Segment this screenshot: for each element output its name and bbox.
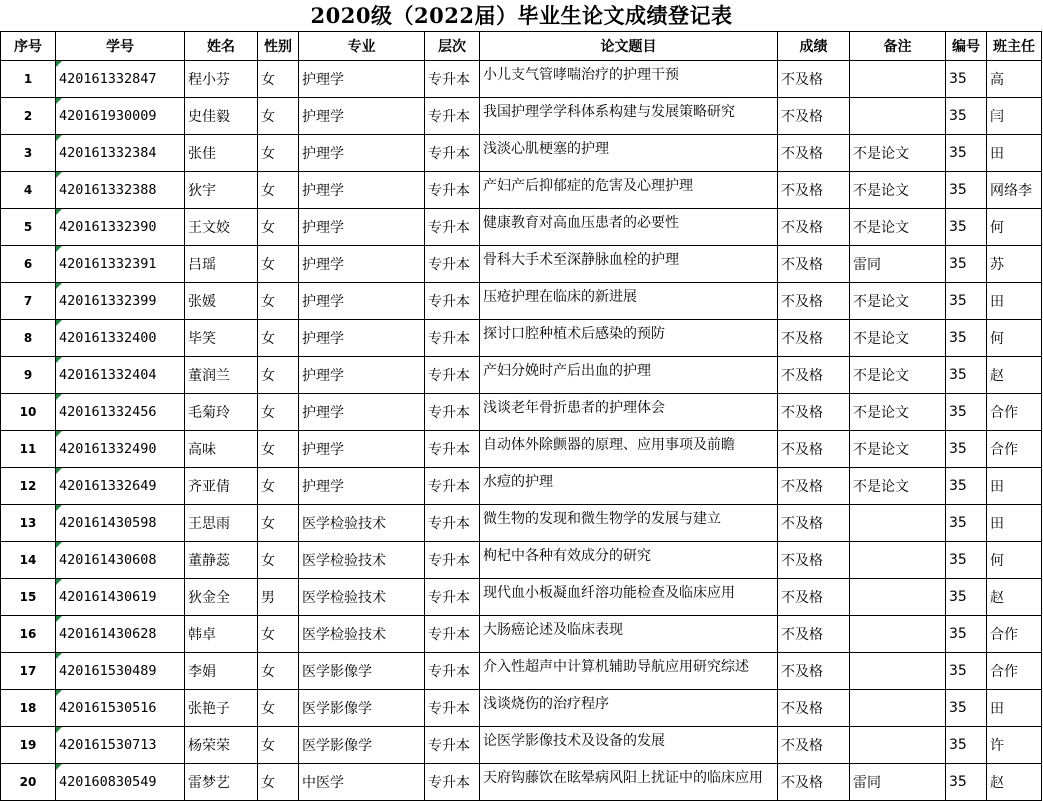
cell-seq[interactable]: 9 [1, 357, 56, 394]
cell-seq[interactable]: 12 [1, 468, 56, 505]
cell-gender[interactable]: 女 [258, 431, 299, 468]
table-row [1, 320, 1042, 357]
cell-seq[interactable]: 2 [1, 98, 56, 135]
cell-grade[interactable]: 不及格 [778, 653, 850, 690]
cell-major[interactable]: 护理学 [299, 468, 425, 505]
student-id-text: 420161332490 [59, 441, 157, 457]
cell-note-indicator-icon [56, 135, 62, 141]
table-row [1, 542, 1042, 579]
cell-name[interactable]: 李娟 [185, 653, 258, 690]
table-row [1, 764, 1042, 801]
cell-thesis-title[interactable]: 水痘的护理 [480, 468, 778, 505]
cell-thesis-title[interactable]: 微生物的发现和微生物学的发展与建立 [480, 505, 778, 542]
header-remark[interactable]: 备注 [850, 32, 946, 61]
cell-grade[interactable]: 不及格 [778, 283, 850, 320]
cell-grade[interactable]: 不及格 [778, 320, 850, 357]
cell-remark[interactable] [850, 727, 946, 764]
cell-advisor[interactable]: 田 [987, 690, 1042, 727]
cell-student-id[interactable] [56, 357, 185, 394]
header-seq[interactable]: 序号 [1, 32, 56, 61]
cell-note-indicator-icon [56, 394, 62, 400]
cell-code[interactable]: 35 [946, 653, 987, 690]
cell-thesis-title[interactable]: 枸杞中各种有效成分的研究 [480, 542, 778, 579]
cell-thesis-title[interactable]: 天府钩藤饮在眩晕病风阳上扰证中的临床应用 [480, 764, 778, 801]
cell-remark[interactable] [850, 505, 946, 542]
cell-code[interactable]: 35 [946, 394, 987, 431]
cell-major[interactable]: 医学影像学 [299, 727, 425, 764]
table-row [1, 727, 1042, 764]
cell-level[interactable]: 专升本 [425, 209, 480, 246]
cell-remark[interactable]: 雷同 [850, 246, 946, 283]
cell-grade[interactable]: 不及格 [778, 727, 850, 764]
cell-major[interactable]: 护理学 [299, 135, 425, 172]
cell-advisor[interactable]: 田 [987, 283, 1042, 320]
cell-remark[interactable] [850, 61, 946, 98]
cell-advisor[interactable]: 赵 [987, 579, 1042, 616]
cell-level[interactable]: 专升本 [425, 283, 480, 320]
cell-remark[interactable]: 不是论文 [850, 320, 946, 357]
cell-level[interactable]: 专升本 [425, 357, 480, 394]
cell-grade[interactable]: 不及格 [778, 135, 850, 172]
cell-student-id[interactable] [56, 727, 185, 764]
cell-code[interactable]: 35 [946, 283, 987, 320]
header-thesis-title[interactable]: 论文题目 [480, 32, 778, 61]
cell-major[interactable]: 医学影像学 [299, 653, 425, 690]
cell-advisor[interactable]: 田 [987, 505, 1042, 542]
cell-level[interactable]: 专升本 [425, 764, 480, 801]
cell-grade[interactable]: 不及格 [778, 394, 850, 431]
cell-grade[interactable]: 不及格 [778, 209, 850, 246]
cell-advisor[interactable]: 苏 [987, 246, 1042, 283]
header-row [1, 32, 1042, 61]
table-row [1, 246, 1042, 283]
cell-seq[interactable]: 10 [1, 394, 56, 431]
cell-student-id[interactable] [56, 209, 185, 246]
cell-thesis-title[interactable]: 大肠癌论述及临床表现 [480, 616, 778, 653]
cell-level[interactable]: 专升本 [425, 690, 480, 727]
table-row [1, 135, 1042, 172]
cell-level[interactable]: 专升本 [425, 394, 480, 431]
cell-note-indicator-icon [56, 283, 62, 289]
cell-note-indicator-icon [56, 357, 62, 363]
cell-gender[interactable]: 女 [258, 172, 299, 209]
cell-remark[interactable] [850, 542, 946, 579]
cell-gender[interactable]: 女 [258, 468, 299, 505]
cell-advisor[interactable]: 何 [987, 320, 1042, 357]
cell-grade[interactable]: 不及格 [778, 690, 850, 727]
cell-thesis-title[interactable]: 我国护理学学科体系构建与发展策略研究 [480, 98, 778, 135]
cell-remark[interactable]: 不是论文 [850, 283, 946, 320]
student-id-text: 420161430598 [59, 515, 157, 531]
cell-code[interactable]: 35 [946, 505, 987, 542]
cell-thesis-title[interactable]: 健康教育对高血压患者的必要性 [480, 209, 778, 246]
cell-gender[interactable]: 女 [258, 727, 299, 764]
sheet-title: 2020级（2022届）毕业生论文成绩登记表 [310, 3, 733, 28]
cell-gender[interactable]: 女 [258, 764, 299, 801]
cell-remark[interactable]: 不是论文 [850, 394, 946, 431]
cell-thesis-title[interactable]: 论医学影像技术及设备的发展 [480, 727, 778, 764]
cell-gender[interactable]: 女 [258, 135, 299, 172]
cell-major[interactable]: 护理学 [299, 431, 425, 468]
student-id-text: 420161332384 [59, 145, 157, 161]
student-id-text: 420160830549 [59, 774, 157, 790]
cell-level[interactable]: 专升本 [425, 98, 480, 135]
cell-advisor[interactable]: 合作 [987, 394, 1042, 431]
cell-student-id[interactable] [56, 653, 185, 690]
cell-major[interactable]: 医学检验技术 [299, 542, 425, 579]
cell-student-id[interactable] [56, 172, 185, 209]
table-row [1, 690, 1042, 727]
cell-gender[interactable]: 女 [258, 283, 299, 320]
cell-major[interactable]: 护理学 [299, 283, 425, 320]
cell-grade[interactable]: 不及格 [778, 61, 850, 98]
table-row [1, 505, 1042, 542]
cell-major[interactable]: 护理学 [299, 246, 425, 283]
header-code[interactable]: 编号 [946, 32, 987, 61]
header-grade[interactable]: 成绩 [778, 32, 850, 61]
cell-student-id[interactable] [56, 468, 185, 505]
cell-name[interactable]: 高味 [185, 431, 258, 468]
cell-gender[interactable]: 女 [258, 690, 299, 727]
cell-note-indicator-icon [56, 468, 62, 474]
cell-grade[interactable]: 不及格 [778, 505, 850, 542]
cell-name[interactable]: 史佳毅 [185, 98, 258, 135]
cell-major[interactable]: 护理学 [299, 172, 425, 209]
cell-major[interactable]: 护理学 [299, 394, 425, 431]
cell-major[interactable]: 护理学 [299, 61, 425, 98]
table-row [1, 468, 1042, 505]
cell-student-id[interactable] [56, 764, 185, 801]
cell-level[interactable]: 专升本 [425, 172, 480, 209]
cell-level[interactable]: 专升本 [425, 135, 480, 172]
cell-note-indicator-icon [56, 209, 62, 215]
cell-student-id[interactable] [56, 320, 185, 357]
header-name[interactable]: 姓名 [185, 32, 258, 61]
cell-code[interactable]: 35 [946, 135, 987, 172]
cell-note-indicator-icon [56, 727, 62, 733]
cell-code[interactable]: 35 [946, 764, 987, 801]
cell-advisor[interactable]: 赵 [987, 764, 1042, 801]
cell-name[interactable]: 张佳 [185, 135, 258, 172]
cell-advisor[interactable]: 赵 [987, 357, 1042, 394]
cell-gender[interactable]: 女 [258, 357, 299, 394]
cell-student-id[interactable] [56, 135, 185, 172]
cell-major[interactable]: 护理学 [299, 357, 425, 394]
cell-code[interactable]: 35 [946, 431, 987, 468]
header-level[interactable]: 层次 [425, 32, 480, 61]
cell-thesis-title[interactable]: 现代血小板凝血纤溶功能检查及临床应用 [480, 579, 778, 616]
cell-remark[interactable] [850, 616, 946, 653]
cell-code[interactable]: 35 [946, 98, 987, 135]
cell-seq[interactable]: 18 [1, 690, 56, 727]
cell-grade[interactable]: 不及格 [778, 431, 850, 468]
cell-thesis-title[interactable]: 介入性超声中计算机辅助导航应用研究综述 [480, 653, 778, 690]
table-row [1, 61, 1042, 98]
cell-seq[interactable]: 13 [1, 505, 56, 542]
cell-student-id[interactable] [56, 542, 185, 579]
cell-code[interactable]: 35 [946, 357, 987, 394]
cell-note-indicator-icon [56, 542, 62, 548]
cell-gender[interactable]: 女 [258, 61, 299, 98]
cell-advisor[interactable]: 许 [987, 727, 1042, 764]
table-row [1, 579, 1042, 616]
cell-major[interactable]: 医学检验技术 [299, 616, 425, 653]
cell-gender[interactable]: 女 [258, 246, 299, 283]
cell-note-indicator-icon [56, 579, 62, 585]
student-id-text: 420161430619 [59, 589, 157, 605]
cell-advisor[interactable]: 高 [987, 61, 1042, 98]
cell-code[interactable]: 35 [946, 468, 987, 505]
cell-level[interactable]: 专升本 [425, 653, 480, 690]
cell-note-indicator-icon [56, 61, 62, 67]
cell-advisor[interactable]: 合作 [987, 653, 1042, 690]
cell-major[interactable]: 护理学 [299, 209, 425, 246]
cell-thesis-title[interactable]: 浅谈烧伤的治疗程序 [480, 690, 778, 727]
table-row [1, 98, 1042, 135]
cell-name[interactable]: 董润兰 [185, 357, 258, 394]
header-advisor[interactable]: 班主任 [987, 32, 1042, 61]
student-id-text: 420161332404 [59, 367, 157, 383]
cell-grade[interactable]: 不及格 [778, 357, 850, 394]
cell-seq[interactable]: 14 [1, 542, 56, 579]
cell-advisor[interactable]: 合作 [987, 431, 1042, 468]
cell-name[interactable]: 王思雨 [185, 505, 258, 542]
cell-note-indicator-icon [56, 172, 62, 178]
cell-major[interactable]: 医学影像学 [299, 690, 425, 727]
cell-name[interactable]: 王文姣 [185, 209, 258, 246]
student-id-text: 420161332388 [59, 182, 157, 198]
student-id-text: 420161930009 [59, 108, 157, 124]
cell-seq[interactable]: 11 [1, 431, 56, 468]
cell-remark[interactable]: 不是论文 [850, 357, 946, 394]
cell-note-indicator-icon [56, 505, 62, 511]
cell-code[interactable]: 35 [946, 320, 987, 357]
cell-name[interactable]: 狄金全 [185, 579, 258, 616]
cell-seq[interactable]: 6 [1, 246, 56, 283]
cell-remark[interactable] [850, 579, 946, 616]
cell-gender[interactable]: 女 [258, 394, 299, 431]
table-row [1, 172, 1042, 209]
cell-gender[interactable]: 女 [258, 616, 299, 653]
cell-grade[interactable]: 不及格 [778, 246, 850, 283]
cell-major[interactable]: 医学检验技术 [299, 505, 425, 542]
cell-grade[interactable]: 不及格 [778, 764, 850, 801]
student-id-text: 420161332400 [59, 330, 157, 346]
student-id-text: 420161530516 [59, 700, 157, 716]
cell-note-indicator-icon [56, 431, 62, 437]
cell-major[interactable]: 护理学 [299, 98, 425, 135]
student-id-text: 420161332399 [59, 293, 157, 309]
cell-remark[interactable]: 不是论文 [850, 468, 946, 505]
cell-grade[interactable]: 不及格 [778, 98, 850, 135]
cell-thesis-title[interactable]: 探讨口腔种植术后感染的预防 [480, 320, 778, 357]
cell-code[interactable]: 35 [946, 542, 987, 579]
student-id-text: 420161530489 [59, 663, 157, 679]
cell-name[interactable]: 张媛 [185, 283, 258, 320]
cell-advisor[interactable]: 合作 [987, 616, 1042, 653]
cell-level[interactable]: 专升本 [425, 431, 480, 468]
cell-note-indicator-icon [56, 98, 62, 104]
cell-gender[interactable]: 男 [258, 579, 299, 616]
table-row [1, 209, 1042, 246]
cell-seq[interactable]: 1 [1, 61, 56, 98]
cell-student-id[interactable] [56, 283, 185, 320]
cell-thesis-title[interactable]: 压疮护理在临床的新进展 [480, 283, 778, 320]
cell-student-id[interactable] [56, 431, 185, 468]
student-id-text: 420161430608 [59, 552, 157, 568]
cell-name[interactable]: 董静蕊 [185, 542, 258, 579]
student-id-text: 420161332390 [59, 219, 157, 235]
cell-thesis-title[interactable]: 骨科大手术至深静脉血栓的护理 [480, 246, 778, 283]
cell-remark[interactable]: 不是论文 [850, 172, 946, 209]
cell-seq[interactable]: 3 [1, 135, 56, 172]
cell-grade[interactable]: 不及格 [778, 616, 850, 653]
cell-grade[interactable]: 不及格 [778, 172, 850, 209]
cell-code[interactable]: 35 [946, 246, 987, 283]
cell-name[interactable]: 雷梦艺 [185, 764, 258, 801]
student-id-text: 420161332456 [59, 404, 157, 420]
cell-gender[interactable]: 女 [258, 209, 299, 246]
cell-name[interactable]: 程小芬 [185, 61, 258, 98]
cell-level[interactable]: 专升本 [425, 61, 480, 98]
cell-student-id[interactable] [56, 505, 185, 542]
student-id-text: 420161430628 [59, 626, 157, 642]
cell-note-indicator-icon [56, 616, 62, 622]
cell-thesis-title[interactable]: 小儿支气管哮喘治疗的护理干预 [480, 61, 778, 98]
student-id-text: 420161530713 [59, 737, 157, 753]
cell-name[interactable]: 张艳子 [185, 690, 258, 727]
cell-level[interactable]: 专升本 [425, 320, 480, 357]
cell-thesis-title[interactable]: 浅谈老年骨折患者的护理体会 [480, 394, 778, 431]
cell-student-id[interactable] [56, 690, 185, 727]
cell-major[interactable]: 中医学 [299, 764, 425, 801]
cell-note-indicator-icon [56, 690, 62, 696]
cell-seq[interactable]: 8 [1, 320, 56, 357]
cell-advisor[interactable]: 田 [987, 468, 1042, 505]
table-row [1, 357, 1042, 394]
cell-student-id[interactable] [56, 98, 185, 135]
cell-code[interactable]: 35 [946, 61, 987, 98]
cell-gender[interactable]: 女 [258, 98, 299, 135]
table-row [1, 283, 1042, 320]
cell-grade[interactable]: 不及格 [778, 468, 850, 505]
cell-student-id[interactable] [56, 616, 185, 653]
cell-level[interactable]: 专升本 [425, 505, 480, 542]
cell-code[interactable]: 35 [946, 727, 987, 764]
header-gender[interactable]: 性别 [258, 32, 299, 61]
cell-seq[interactable]: 17 [1, 653, 56, 690]
cell-remark[interactable]: 不是论文 [850, 209, 946, 246]
cell-major[interactable]: 护理学 [299, 320, 425, 357]
table-row [1, 616, 1042, 653]
cell-seq[interactable]: 16 [1, 616, 56, 653]
cell-student-id[interactable] [56, 579, 185, 616]
header-student-id[interactable]: 学号 [56, 32, 185, 61]
cell-name[interactable]: 毛菊玲 [185, 394, 258, 431]
cell-code[interactable]: 35 [946, 690, 987, 727]
cell-remark[interactable]: 不是论文 [850, 431, 946, 468]
cell-name[interactable]: 狄宇 [185, 172, 258, 209]
cell-advisor[interactable]: 何 [987, 209, 1042, 246]
cell-advisor[interactable]: 田 [987, 135, 1042, 172]
cell-thesis-title[interactable]: 自动体外除颤器的原理、应用事项及前瞻 [480, 431, 778, 468]
cell-code[interactable]: 35 [946, 172, 987, 209]
cell-gender[interactable]: 女 [258, 653, 299, 690]
cell-grade[interactable]: 不及格 [778, 542, 850, 579]
cell-name[interactable]: 韩卓 [185, 616, 258, 653]
cell-advisor[interactable]: 何 [987, 542, 1042, 579]
cell-name[interactable]: 吕瑶 [185, 246, 258, 283]
cell-advisor[interactable]: 闫 [987, 98, 1042, 135]
cell-code[interactable]: 35 [946, 579, 987, 616]
cell-gender[interactable]: 女 [258, 542, 299, 579]
table-row [1, 394, 1042, 431]
cell-level[interactable]: 专升本 [425, 727, 480, 764]
cell-thesis-title[interactable]: 产妇产后抑郁症的危害及心理护理 [480, 172, 778, 209]
cell-name[interactable]: 齐亚倩 [185, 468, 258, 505]
cell-seq[interactable]: 5 [1, 209, 56, 246]
cell-advisor[interactable]: 网络李 [987, 172, 1042, 209]
student-id-text: 420161332847 [59, 71, 157, 87]
cell-code[interactable]: 35 [946, 209, 987, 246]
student-id-text: 420161332649 [59, 478, 157, 494]
cell-grade[interactable]: 不及格 [778, 579, 850, 616]
cell-student-id[interactable] [56, 246, 185, 283]
table-body [1, 61, 1042, 801]
cell-note-indicator-icon [56, 320, 62, 326]
cell-remark[interactable]: 雷同 [850, 764, 946, 801]
cell-seq[interactable]: 15 [1, 579, 56, 616]
cell-note-indicator-icon [56, 653, 62, 659]
cell-thesis-title[interactable]: 产妇分娩时产后出血的护理 [480, 357, 778, 394]
cell-note-indicator-icon [56, 246, 62, 252]
cell-remark[interactable] [850, 690, 946, 727]
cell-student-id[interactable] [56, 61, 185, 98]
header-major[interactable]: 专业 [299, 32, 425, 61]
cell-gender[interactable]: 女 [258, 320, 299, 357]
cell-gender[interactable]: 女 [258, 505, 299, 542]
cell-level[interactable]: 专升本 [425, 542, 480, 579]
cell-level[interactable]: 专升本 [425, 579, 480, 616]
grade-table [0, 31, 1042, 801]
table-row [1, 653, 1042, 690]
cell-level[interactable]: 专升本 [425, 616, 480, 653]
cell-student-id[interactable] [56, 394, 185, 431]
cell-thesis-title[interactable]: 浅淡心肌梗塞的护理 [480, 135, 778, 172]
cell-seq[interactable]: 19 [1, 727, 56, 764]
cell-remark[interactable] [850, 653, 946, 690]
cell-remark[interactable]: 不是论文 [850, 135, 946, 172]
cell-major[interactable]: 医学检验技术 [299, 579, 425, 616]
cell-level[interactable]: 专升本 [425, 468, 480, 505]
table-row [1, 431, 1042, 468]
cell-seq[interactable]: 7 [1, 283, 56, 320]
cell-level[interactable]: 专升本 [425, 246, 480, 283]
cell-note-indicator-icon [56, 764, 62, 770]
cell-seq[interactable]: 20 [1, 764, 56, 801]
cell-name[interactable]: 毕笑 [185, 320, 258, 357]
cell-remark[interactable] [850, 98, 946, 135]
cell-code[interactable]: 35 [946, 616, 987, 653]
student-id-text: 420161332391 [59, 256, 157, 272]
cell-seq[interactable]: 4 [1, 172, 56, 209]
cell-name[interactable]: 杨荣荣 [185, 727, 258, 764]
